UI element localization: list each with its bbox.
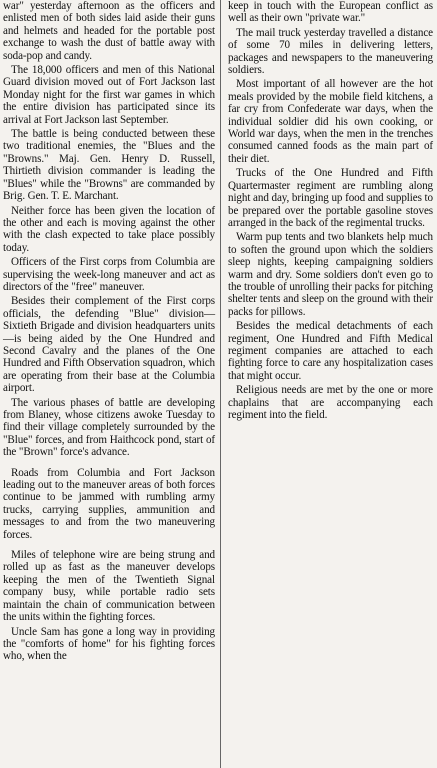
paragraph: The mail truck yesterday travelled a distance of some 70 miles in delivering letters, packages and newspapers to the maneuvering soldiers. [228, 26, 433, 77]
column-divider [220, 0, 221, 768]
paragraph: Miles of telephone wire are being strung and rolled up as fast as the maneuver develops keeping the men of the Twentieth Signal company busy, while portable radio sets maintain the chain of communication between the units within the fighting forces. [3, 549, 215, 624]
paragraph: The battle is being conducted between these two traditional enemies, the "Blues and the "Browns." Maj. Gen. Henry D. Russell, Thirtieth division commander is leading the "Blues" while the "Browns" are commanded by Brig. Gen. T. E. Marchant. [3, 128, 215, 203]
paragraph: The 18,000 officers and men of this National Guard division moved out of Fort Jackson last Monday night for the first war games in which the entire division has participated since its arrival at Fort Jackson last September. [3, 64, 215, 126]
paragraph: Most important of all however are the hot meals provided by the mobile field kitchens, a far cry from Confederate war days, when the individual soldier did his own cooking, or World war days, when the men in the trenches consumed canned foods as the main part of their diet. [228, 78, 433, 165]
paragraph: Uncle Sam has gone a long way in providing the "comforts of home" for his fighting forces who, when the [3, 625, 215, 663]
paragraph: Warm pup tents and two blankets help much to soften the ground upon which the soldiers sleep nights, keeping campaigning soldiers warm and dry. Some soldiers don't even go to the trouble of unrolling their packs for pitching shelter tents and sleep on the ground with their packs for pillows. [228, 231, 433, 318]
paragraph: The various phases of battle are developing from Blaney, whose citizens awoke Tuesday to find their village completely surrounded by the "Blue" forces, and from Haithcock pond, start of the "Brown" force's advance. [3, 396, 215, 459]
paragraph: keep in touch with the European conflict as well as their own "private war." [228, 0, 433, 25]
paragraph: Besides the medical detachments of each regiment, One Hundred and Fifth Medical regiment companies are attached to each fighting force to care any hospitalization cases that might occur. [228, 320, 433, 382]
paragraph: Officers of the First corps from Columbia are supervising the week-long maneuver and act as directors of the "free" maneuver. [3, 256, 215, 293]
paragraph: war" yesterday afternoon as the officers and enlisted men of both sides laid aside their guns and helmets and headed for the portable post exchange to wash the dust of battle away with soda-pop and candy. [3, 0, 215, 62]
paragraph: Trucks of the One Hundred and Fifth Quartermaster regiment are rumbling along night and day, bringing up food and supplies to be prepared over the portable gasoline stoves arranged in the back of the regimental trucks. [228, 167, 433, 229]
paragraph: Roads from Columbia and Fort Jackson leading out to the maneuver areas of both forces continue to be jammed with rumbling army trucks, carrying supplies, ammunition and messages to and from the two maneuvering forces. [3, 466, 215, 541]
paragraph: Religious needs are met by the one or more chaplains that are accompanying each regiment into the field. [228, 384, 433, 421]
left-column [3, 0, 215, 665]
paragraph: Besides their complement of the First corps officials, the defending "Blue" division—Sixtieth Brigade and division headquarters units—is being aided by the One Hundred and Second Cavalry and the planes of the One Hundred and Fifth Observation squadron, which are operating from their base at the Columbia airport. [3, 295, 215, 395]
paragraph: Neither force has been given the location of the other and each is moving against the other with the clash expected to take place possibly today. [3, 204, 215, 254]
right-column [228, 0, 433, 423]
